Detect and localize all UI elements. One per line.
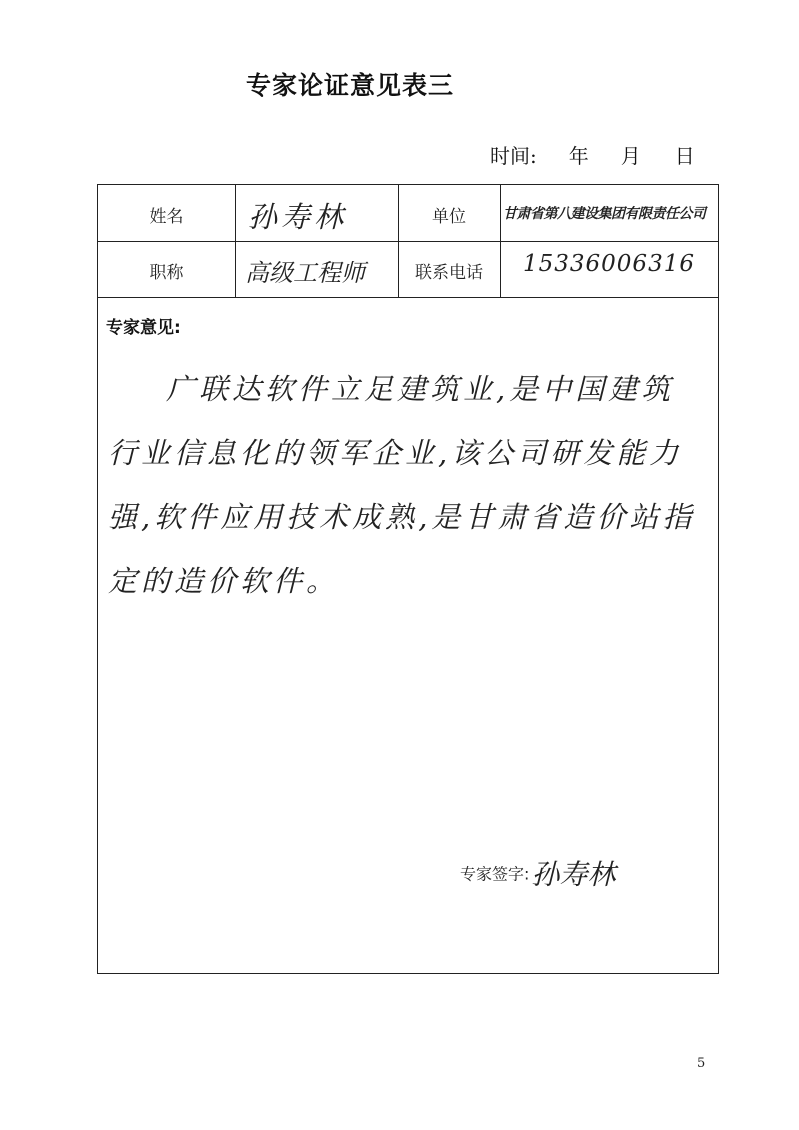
signature-row bbox=[460, 853, 615, 893]
date-day-label: 日 bbox=[674, 144, 695, 168]
date-month-label: 月 bbox=[620, 144, 641, 168]
opinion-line: 行业信息化的领军企业,该公司研发能力 bbox=[108, 436, 683, 470]
page-number: 5 bbox=[697, 1056, 706, 1071]
column-divider bbox=[235, 185, 236, 297]
unit-value: 甘肃省第八建设集团有限责任公司 bbox=[503, 206, 706, 222]
date-label: 时间: bbox=[490, 144, 537, 168]
opinion-line: 广联达软件立足建筑业,是中国建筑 bbox=[166, 372, 675, 406]
row-divider bbox=[98, 241, 718, 242]
form-title: 专家论证意见表三 bbox=[245, 71, 454, 100]
signature-name: 孙寿林 bbox=[531, 858, 616, 891]
date-year-label: 年 bbox=[568, 144, 589, 168]
column-divider bbox=[500, 185, 501, 297]
opinion-label: 专家意见: bbox=[106, 318, 181, 338]
date-line bbox=[490, 140, 695, 169]
row-divider bbox=[98, 297, 718, 298]
job-title-value: 高级工程师 bbox=[245, 259, 365, 287]
phone-label: 联系电话 bbox=[415, 263, 483, 283]
opinion-line: 定的造价软件。 bbox=[108, 564, 340, 598]
signature-label: 专家签字: bbox=[460, 864, 530, 884]
job-title-label: 职称 bbox=[149, 263, 184, 283]
opinion-form-table bbox=[97, 184, 719, 974]
name-label: 姓名 bbox=[149, 207, 184, 227]
name-value: 孙寿林 bbox=[248, 200, 348, 234]
unit-label: 单位 bbox=[432, 207, 466, 227]
opinion-line: 强,软件应用技术成熟,是甘肃省造价站指 bbox=[108, 500, 696, 534]
opinion-text bbox=[108, 357, 708, 613]
phone-value: 15336006316 bbox=[523, 251, 695, 277]
